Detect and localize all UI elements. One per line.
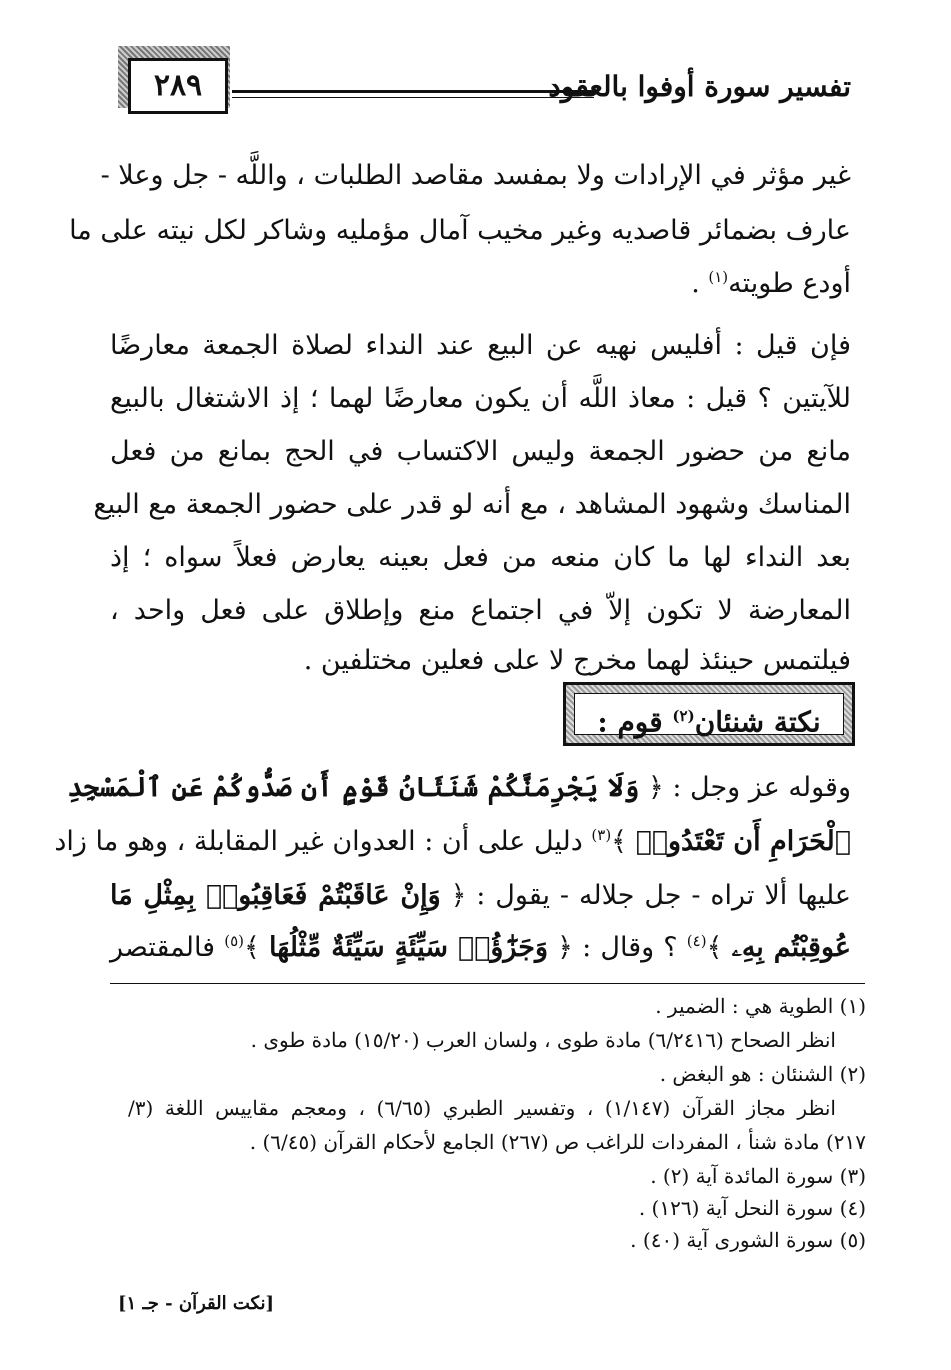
section-line-3: عليها ألا تراه - جل جلاله - يقول : ﴿ وَإِنْ عَاقَبْتُمْ فَعَاقِبُوا۟ بِمِثْلِ مَا [110, 880, 852, 911]
running-title: تفسير سورة أوفوا بالعقود [548, 70, 851, 103]
section-line-4: عُوقِبْتُم بِهِۦ ﴾$^{(٤)}$ ؟ وقال : ﴿ وَجَزَٰٓؤُا۟ سَيِّئَةٍ سَيِّئَةٌ مِّثْلُهَا ﴾$^{(٥)}$ فالمقتصر [110, 932, 852, 963]
page-number: ٢٨٩ [128, 58, 228, 114]
signature-mark: [نكت القرآن - جـ ١] [118, 1293, 275, 1314]
body-line-2: عارف بضمائر قاصديه وغير مخيب آمال مؤمليه وشاكر لكل نيته على ما [69, 215, 851, 246]
section-heading-frame [563, 682, 855, 746]
footnote-ref-1[interactable]: (١) [708, 268, 729, 286]
quran-quote: وَجَزَٰٓؤُا۟ سَيِّئَةٍ سَيِّئَةٌ مِّثْلُهَا [269, 932, 548, 963]
footnote-2-source-a: انظر مجاز القرآن (١/١٤٧) ، وتفسير الطبري (٦/٦٥) ، ومعجم مقاييس اللغة (٣/ [128, 1096, 836, 1120]
section-line-1: وقوله عز وجل : ﴿ وَلَا يَجْرِمَنَّكُمْ شَنَئَانُ قَوْمٍ أَن صَدُّوكُمْ عَنِ ٱلْمَسْجِدِ [67, 772, 851, 803]
footnote-3: (٣) سورة المائدة آية (٢) . [650, 1164, 866, 1188]
body-line-7: المناسك وشهود المشاهد ، مع أنه لو قدر على حضور الجمعة مع البيع [93, 489, 851, 520]
footnote-ref-2[interactable]: (٢) [672, 707, 695, 725]
quran-quote: وَإِنْ عَاقَبْتُمْ فَعَاقِبُوا۟ بِمِثْلِ مَا [110, 880, 441, 911]
footnote-1: (١) الطوية هي : الضمير . [655, 994, 866, 1018]
footnote-2: (٢) الشنئان : هو البغض . [659, 1062, 866, 1086]
section-heading: نكتة شنئان$^{(٢)}$ قوم : [574, 693, 844, 735]
body-line-4: فإن قيل : أفليس نهيه عن البيع عند النداء لصلاة الجمعة معارضًا [110, 330, 851, 361]
body-line-5: للآيتين ؟ قيل : معاذ اللَّه أن يكون معارضًا لهما ؛ إذ الاشتغال بالبيع [110, 383, 851, 414]
section-line-2: ٱلْحَرَامِ أَن تَعْتَدُوا۟ ﴾$^{(٣)}$ دليل على أن : العدوان غير المقابلة ، وهو ما زاد [54, 826, 851, 857]
body-line-8: بعد النداء لها ما كان منعه من فعل بعينه يعارض فعلاً سواه ؛ إذ [110, 542, 851, 573]
header-rule-thin [232, 97, 594, 98]
body-line-10: فيلتمس حينئذ لهما مخرج لا على فعلين مختلفين . [303, 645, 851, 676]
footnote-ref-4[interactable]: (٤) [686, 932, 707, 950]
quran-quote: ٱلْحَرَامِ أَن تَعْتَدُوا۟ [635, 826, 851, 857]
quran-quote: وَلَا يَجْرِمَنَّكُمْ شَنَئَانُ قَوْمٍ أَن صَدُّوكُمْ عَنِ ٱلْمَسْجِدِ [67, 772, 640, 803]
body-line-3: أودع طويته$^{(١)}$ . [691, 268, 851, 299]
footnote-ref-3[interactable]: (٣) [591, 826, 612, 844]
body-line-1: غير مؤثر في الإرادات ولا بمفسد مقاصد الطلبات ، واللَّه - جل وعلا - [100, 160, 851, 191]
header-rule [232, 90, 594, 93]
footnote-divider [110, 983, 865, 984]
quran-quote: عُوقِبْتُم بِهِۦ [731, 932, 852, 963]
footnote-4: (٤) سورة النحل آية (١٢٦) . [638, 1196, 866, 1220]
footnote-5: (٥) سورة الشورى آية (٤٠) . [630, 1228, 866, 1252]
body-line-6: مانع من حضور الجمعة وليس الاكتساب في الحج بمانع من فعل [110, 436, 851, 467]
footnote-ref-5[interactable]: (٥) [224, 932, 245, 950]
body-line-9: المعارضة لا تكون إلاّ في اجتماع منع وإطلاق على فعل واحد ، [110, 595, 851, 626]
footnote-1-source: انظر الصحاح (٦/٢٤١٦) مادة طوى ، ولسان العرب (١٥/٢٠) مادة طوى . [250, 1028, 836, 1052]
footnote-2-source-b: ٢١٧) مادة شنأ ، المفردات للراغب ص (٢٦٧) الجامع لأحكام القرآن (٦/٤٥) . [249, 1130, 866, 1154]
